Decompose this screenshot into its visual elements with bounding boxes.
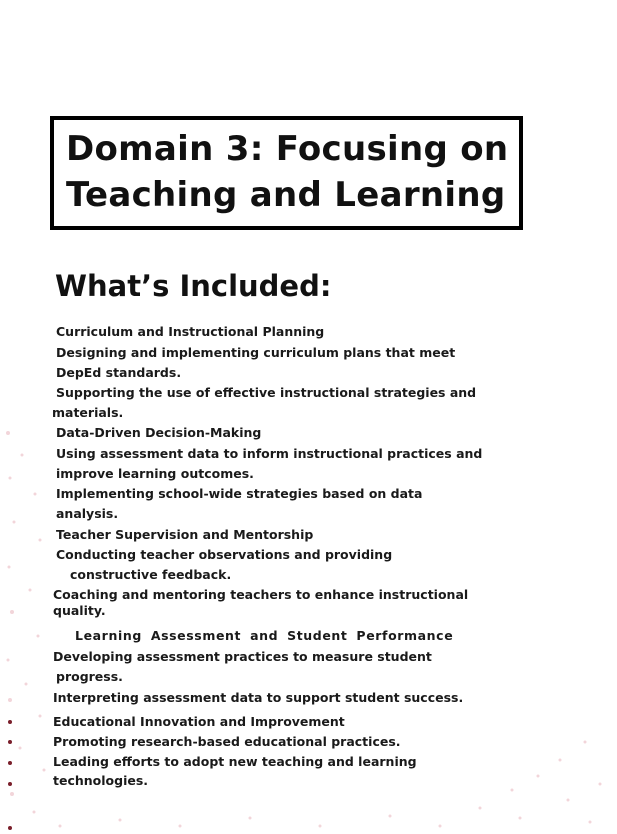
list-item: Educational Innovation and Improvement xyxy=(53,714,345,729)
list-item: Promoting research-based educational practices. xyxy=(53,734,401,749)
list-item: Data-Driven Decision-Making xyxy=(56,425,262,440)
bullet-dot xyxy=(8,782,12,786)
list-item: technologies. xyxy=(53,773,149,788)
page-title-line-1: Domain 3: Focusing on xyxy=(66,129,509,169)
list-item: materials. xyxy=(52,405,124,420)
list-item: Implementing school-wide strategies based on data xyxy=(56,486,423,501)
list-item: progress. xyxy=(56,669,123,684)
title-box xyxy=(50,116,523,230)
list-item: Leading efforts to adopt new teaching and learning xyxy=(53,754,417,769)
list-item: Supporting the use of effective instructional strategies and xyxy=(56,385,477,400)
list-item: Developing assessment practices to measure student xyxy=(53,649,432,664)
list-item: Curriculum and Instructional Planning xyxy=(56,324,325,339)
page-title-line-2: Teaching and Learning xyxy=(66,175,506,215)
list-item: quality. xyxy=(53,603,106,618)
list-item: Interpreting assessment data to support student success. xyxy=(53,690,464,705)
bullet-dot xyxy=(8,720,12,724)
bullet-dot xyxy=(8,761,12,765)
section-heading: What’s Included: xyxy=(55,269,332,303)
list-item: DepEd standards. xyxy=(56,365,182,380)
list-item: Designing and implementing curriculum plans that meet xyxy=(56,345,456,360)
list-item: Learning Assessment and Student Performance xyxy=(75,628,454,643)
bullet-dot xyxy=(8,826,12,830)
bullet-dot xyxy=(8,740,12,744)
list-item: Coaching and mentoring teachers to enhance instructional xyxy=(53,587,469,602)
list-item: Conducting teacher observations and providing xyxy=(56,547,393,562)
list-item: improve learning outcomes. xyxy=(56,466,254,481)
list-item: Teacher Supervision and Mentorship xyxy=(56,527,314,542)
list-item: constructive feedback. xyxy=(70,567,232,582)
list-item: Using assessment data to inform instructional practices and xyxy=(56,446,483,461)
list-item: analysis. xyxy=(56,506,119,521)
